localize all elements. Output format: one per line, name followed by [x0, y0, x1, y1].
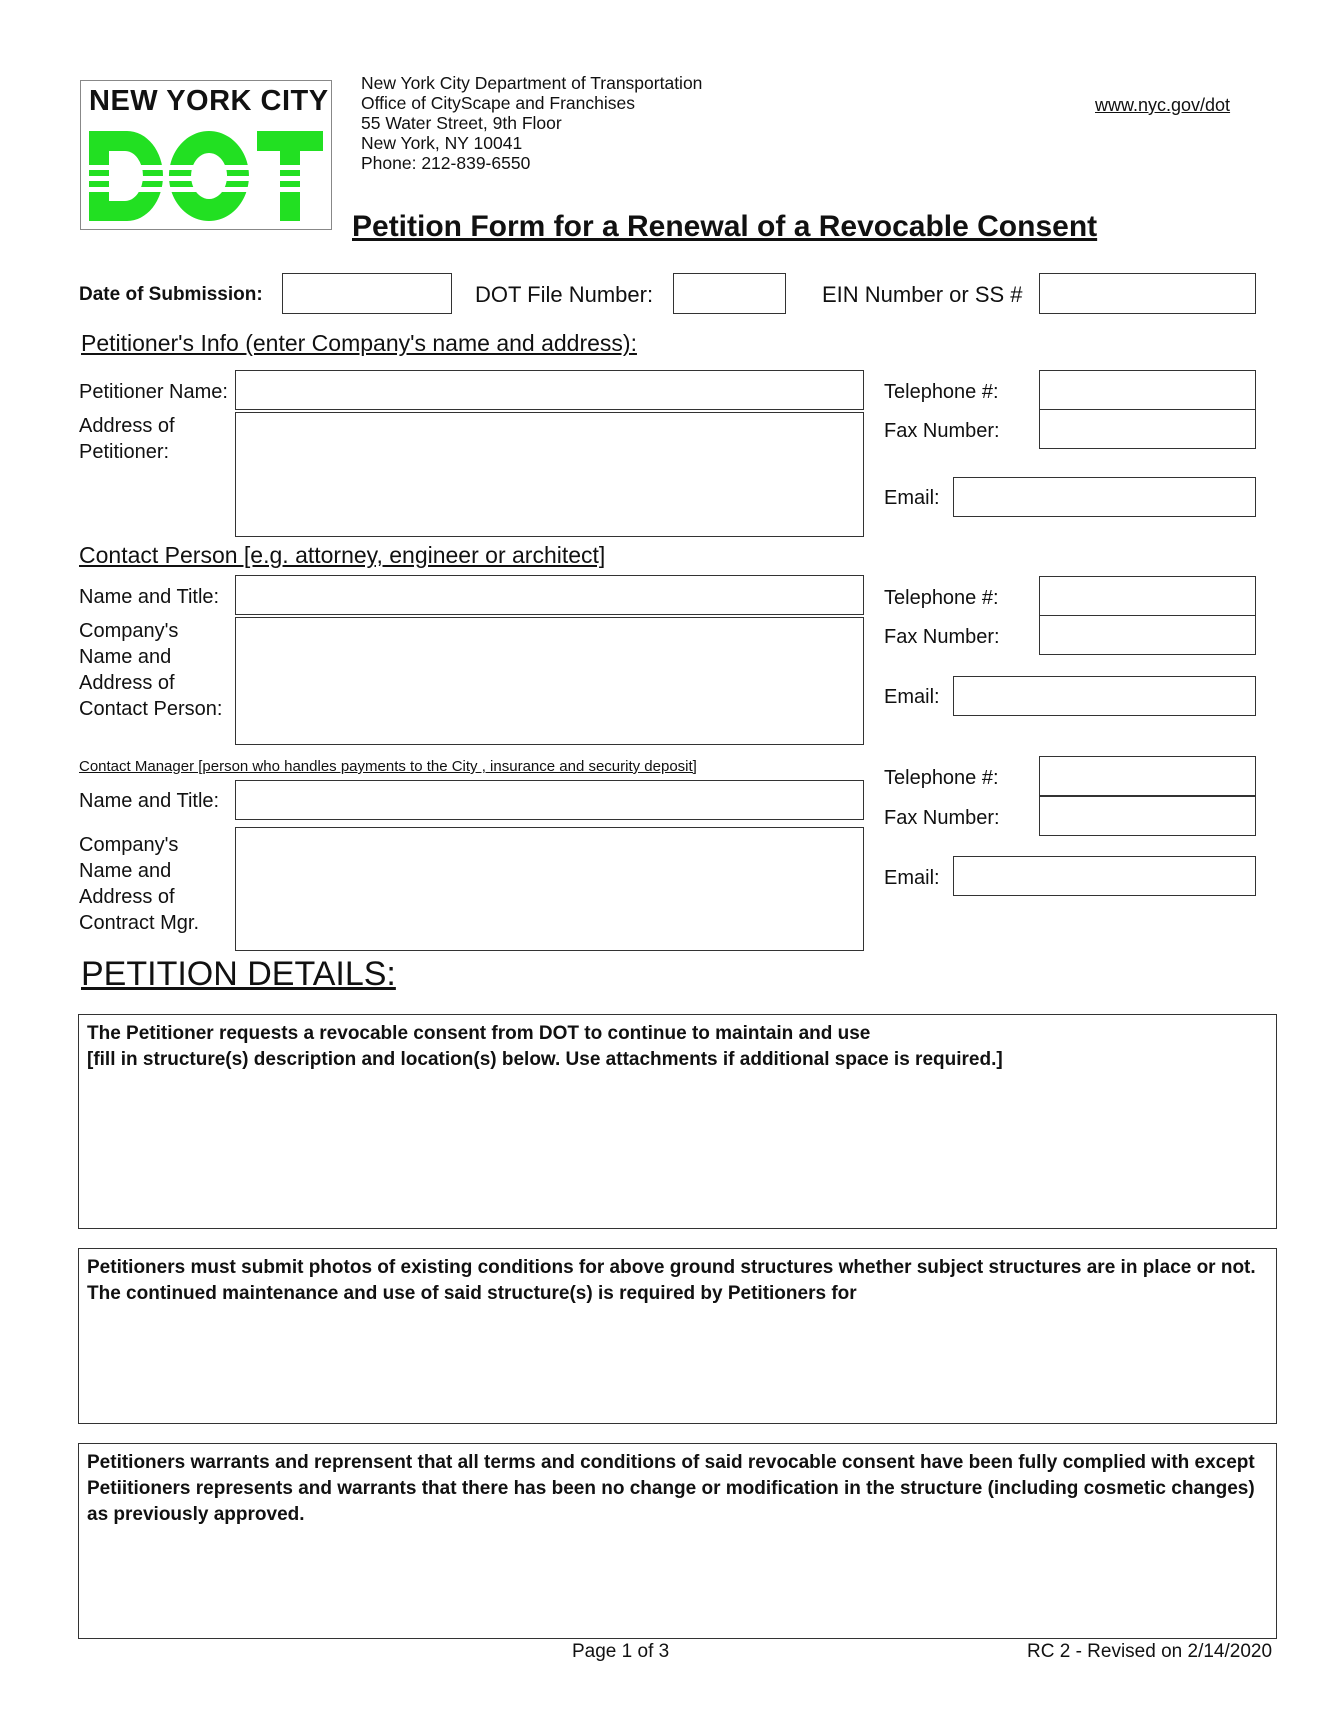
manager-name-title-field[interactable]: [235, 780, 864, 820]
contact-email-field[interactable]: [953, 676, 1256, 716]
warranty-statement-box[interactable]: [78, 1443, 1277, 1639]
photos-requirement-box[interactable]: [78, 1248, 1277, 1424]
dot-file-number-label: DOT File Number:: [475, 282, 654, 307]
agency-line: New York, NY 10041: [361, 133, 523, 153]
contact-email-label: Email:: [884, 686, 940, 708]
contact-fax-field[interactable]: [1039, 615, 1256, 655]
manager-company-address-field[interactable]: [235, 827, 864, 951]
petitioner-info-heading: Petitioner's Info (enter Company's name and address):: [81, 330, 637, 356]
ein-number-field[interactable]: [1039, 273, 1256, 314]
contact-name-title-label: Name and Title:: [79, 586, 220, 608]
petitioner-fax-label: Fax Number:: [884, 420, 1000, 442]
petitioner-email-field[interactable]: [953, 477, 1256, 517]
petitioner-email-label: Email:: [884, 487, 940, 509]
structure-description-box[interactable]: [78, 1014, 1277, 1229]
manager-fax-field[interactable]: [1039, 796, 1256, 836]
contact-manager-heading: Contact Manager [person who handles payments to the City , insurance and security deposit]: [79, 758, 697, 775]
warranty-statement-text: Petitioners warrants and reprensent that all terms and conditions of said revocable consent have been fully complied with except Petiitioners represents and warrants that there has been no change or modification in the structure (including cosmetic changes) as previously approved.: [87, 1452, 1255, 1525]
contact-telephone-label: Telephone #:: [884, 587, 999, 609]
agency-line: 55 Water Street, 9th Floor: [361, 113, 562, 133]
date-of-submission-label: Date of Submission:: [79, 284, 263, 305]
agency-line: New York City Department of Transportation: [361, 73, 703, 93]
photos-requirement-text: Petitioners must submit photos of existing conditions for above ground structures whether subject structures are in place or not. The continued maintenance and use of said structure(s) is required by Petitioners for: [87, 1257, 1256, 1304]
petitioner-address-field[interactable]: [235, 412, 864, 537]
logo-dot-mark: [89, 129, 323, 223]
logo-city-text: NEW YORK CITY: [89, 85, 329, 117]
structure-description-instruction: The Petitioner requests a revocable consent from DOT to continue to maintain and use: [87, 1023, 871, 1044]
contact-fax-label: Fax Number:: [884, 626, 1000, 648]
manager-email-field[interactable]: [953, 856, 1256, 896]
contact-person-heading: Contact Person [e.g. attorney, engineer or architect]: [79, 542, 606, 568]
manager-company-label: Company's Name and Address of Contract Mgr.: [79, 834, 200, 934]
petitioner-address-label: Address of Petitioner:: [79, 415, 175, 463]
page-number: Page 1 of 3: [572, 1641, 670, 1662]
revision-note: RC 2 - Revised on 2/14/2020: [1027, 1641, 1273, 1662]
manager-fax-label: Fax Number:: [884, 807, 1000, 829]
agency-line: Office of CityScape and Franchises: [361, 93, 635, 113]
manager-email-label: Email:: [884, 867, 940, 889]
structure-description-note: [fill in structure(s) description and location(s) below. Use attachments if additional space is required.]: [87, 1049, 1003, 1070]
petitioner-name-label: Petitioner Name:: [79, 381, 228, 403]
contact-telephone-field[interactable]: [1039, 576, 1256, 616]
agency-address-block: [361, 73, 702, 173]
contact-company-label: Company's Name and Address of Contact Person:: [79, 620, 223, 720]
agency-line: Phone: 212-839-6550: [361, 153, 531, 173]
ein-number-label: EIN Number or SS #: [822, 282, 1023, 307]
nyc-dot-logo: [80, 80, 332, 230]
contact-company-address-field[interactable]: [235, 617, 864, 745]
website-link[interactable]: www.nyc.gov/dot: [1095, 95, 1231, 115]
manager-telephone-field[interactable]: [1039, 756, 1256, 796]
manager-telephone-label: Telephone #:: [884, 767, 999, 789]
date-of-submission-field[interactable]: [282, 273, 452, 314]
petitioner-telephone-label: Telephone #:: [884, 381, 999, 403]
petitioner-telephone-field[interactable]: [1039, 370, 1256, 410]
dot-file-number-field[interactable]: [673, 273, 786, 314]
contact-name-title-field[interactable]: [235, 575, 864, 615]
petitioner-name-field[interactable]: [235, 370, 864, 410]
petitioner-fax-field[interactable]: [1039, 409, 1256, 449]
page-title: Petition Form for a Renewal of a Revocable Consent: [352, 210, 1098, 243]
petition-details-heading: PETITION DETAILS:: [81, 955, 396, 993]
manager-name-title-label: Name and Title:: [79, 790, 220, 812]
